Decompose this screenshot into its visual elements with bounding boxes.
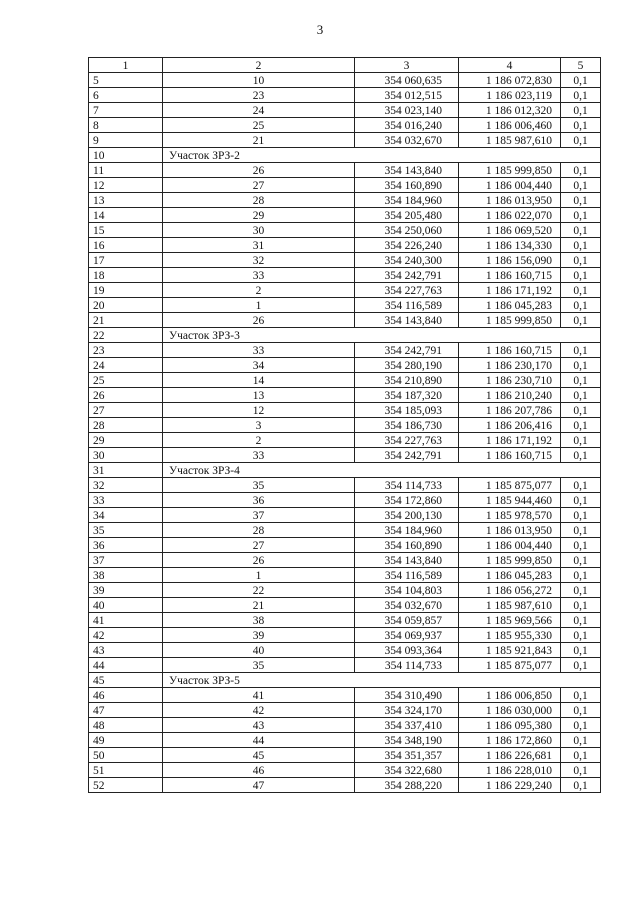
- point-number-cell: 29: [163, 208, 355, 223]
- x-coordinate-cell: 354 280,190: [355, 358, 459, 373]
- x-coordinate-cell: 354 242,791: [355, 343, 459, 358]
- error-cell: 0,1: [561, 238, 601, 253]
- section-row: [89, 673, 601, 688]
- point-number-cell: 1: [163, 568, 355, 583]
- row-number-cell: 23: [89, 343, 163, 358]
- point-number-cell: 25: [163, 118, 355, 133]
- table-row: [89, 298, 601, 313]
- y-coordinate-cell: 1 185 999,850: [459, 553, 561, 568]
- table-row: [89, 418, 601, 433]
- error-cell: 0,1: [561, 88, 601, 103]
- x-coordinate-cell: 354 351,357: [355, 748, 459, 763]
- error-cell: 0,1: [561, 508, 601, 523]
- y-coordinate-cell: 1 185 875,077: [459, 478, 561, 493]
- x-coordinate-cell: 354 023,140: [355, 103, 459, 118]
- x-coordinate-cell: 354 116,589: [355, 568, 459, 583]
- row-number-cell: 34: [89, 508, 163, 523]
- table-row: [89, 613, 601, 628]
- point-number-cell: 21: [163, 598, 355, 613]
- error-cell: 0,1: [561, 343, 601, 358]
- error-cell: 0,1: [561, 583, 601, 598]
- table-row: [89, 703, 601, 718]
- y-coordinate-cell: 1 186 156,090: [459, 253, 561, 268]
- table-row: [89, 538, 601, 553]
- x-coordinate-cell: 354 226,240: [355, 238, 459, 253]
- y-coordinate-cell: 1 186 045,283: [459, 298, 561, 313]
- table-row: [89, 778, 601, 793]
- point-number-cell: 26: [163, 163, 355, 178]
- point-number-cell: 23: [163, 88, 355, 103]
- x-coordinate-cell: 354 143,840: [355, 553, 459, 568]
- row-number-cell: 27: [89, 403, 163, 418]
- x-coordinate-cell: 354 227,763: [355, 433, 459, 448]
- point-number-cell: 28: [163, 193, 355, 208]
- error-cell: 0,1: [561, 658, 601, 673]
- table-row: [89, 193, 601, 208]
- point-number-cell: 44: [163, 733, 355, 748]
- row-number-cell: 32: [89, 478, 163, 493]
- error-cell: 0,1: [561, 298, 601, 313]
- table-row: [89, 103, 601, 118]
- point-number-cell: 26: [163, 313, 355, 328]
- row-number-cell: 19: [89, 283, 163, 298]
- x-coordinate-cell: 354 250,060: [355, 223, 459, 238]
- error-cell: 0,1: [561, 433, 601, 448]
- x-coordinate-cell: 354 337,410: [355, 718, 459, 733]
- point-number-cell: 42: [163, 703, 355, 718]
- point-number-cell: 28: [163, 523, 355, 538]
- point-number-cell: 47: [163, 778, 355, 793]
- row-number-cell: 14: [89, 208, 163, 223]
- row-number-cell: 26: [89, 388, 163, 403]
- row-number-cell: 7: [89, 103, 163, 118]
- row-number-cell: 22: [89, 328, 163, 343]
- x-coordinate-cell: 354 227,763: [355, 283, 459, 298]
- point-number-cell: 38: [163, 613, 355, 628]
- point-number-cell: 30: [163, 223, 355, 238]
- row-number-cell: 16: [89, 238, 163, 253]
- error-cell: 0,1: [561, 313, 601, 328]
- point-number-cell: 33: [163, 268, 355, 283]
- table-row: [89, 253, 601, 268]
- y-coordinate-cell: 1 185 969,566: [459, 613, 561, 628]
- table-row: [89, 763, 601, 778]
- y-coordinate-cell: 1 186 022,070: [459, 208, 561, 223]
- x-coordinate-cell: 354 310,490: [355, 688, 459, 703]
- table-row: [89, 373, 601, 388]
- x-coordinate-cell: 354 288,220: [355, 778, 459, 793]
- x-coordinate-cell: 354 205,480: [355, 208, 459, 223]
- y-coordinate-cell: 1 185 987,610: [459, 133, 561, 148]
- y-coordinate-cell: 1 186 171,192: [459, 433, 561, 448]
- section-title-cell: Участок ЗРЗ-4: [163, 463, 601, 478]
- y-coordinate-cell: 1 186 013,950: [459, 523, 561, 538]
- header-cell: 1: [89, 58, 163, 73]
- error-cell: 0,1: [561, 358, 601, 373]
- y-coordinate-cell: 1 185 987,610: [459, 598, 561, 613]
- x-coordinate-cell: 354 240,300: [355, 253, 459, 268]
- point-number-cell: 14: [163, 373, 355, 388]
- error-cell: 0,1: [561, 733, 601, 748]
- point-number-cell: 13: [163, 388, 355, 403]
- error-cell: 0,1: [561, 763, 601, 778]
- y-coordinate-cell: 1 186 172,860: [459, 733, 561, 748]
- y-coordinate-cell: 1 186 207,786: [459, 403, 561, 418]
- x-coordinate-cell: 354 187,320: [355, 388, 459, 403]
- row-number-cell: 50: [89, 748, 163, 763]
- point-number-cell: 27: [163, 178, 355, 193]
- error-cell: 0,1: [561, 223, 601, 238]
- x-coordinate-cell: 354 348,190: [355, 733, 459, 748]
- point-number-cell: 10: [163, 73, 355, 88]
- y-coordinate-cell: 1 185 955,330: [459, 628, 561, 643]
- table-row: [89, 643, 601, 658]
- table-row: [89, 163, 601, 178]
- y-coordinate-cell: 1 186 006,850: [459, 688, 561, 703]
- x-coordinate-cell: 354 060,635: [355, 73, 459, 88]
- y-coordinate-cell: 1 185 944,460: [459, 493, 561, 508]
- x-coordinate-cell: 354 143,840: [355, 313, 459, 328]
- x-coordinate-cell: 354 185,093: [355, 403, 459, 418]
- row-number-cell: 47: [89, 703, 163, 718]
- row-number-cell: 45: [89, 673, 163, 688]
- header-cell: 5: [561, 58, 601, 73]
- row-number-cell: 6: [89, 88, 163, 103]
- point-number-cell: 3: [163, 418, 355, 433]
- error-cell: 0,1: [561, 553, 601, 568]
- x-coordinate-cell: 354 104,803: [355, 583, 459, 598]
- x-coordinate-cell: 354 032,670: [355, 598, 459, 613]
- point-number-cell: 27: [163, 538, 355, 553]
- x-coordinate-cell: 354 324,170: [355, 703, 459, 718]
- x-coordinate-cell: 354 069,937: [355, 628, 459, 643]
- y-coordinate-cell: 1 186 006,460: [459, 118, 561, 133]
- x-coordinate-cell: 354 160,890: [355, 538, 459, 553]
- table-row: [89, 343, 601, 358]
- table-row: [89, 88, 601, 103]
- x-coordinate-cell: 354 116,589: [355, 298, 459, 313]
- section-row: [89, 463, 601, 478]
- y-coordinate-cell: 1 186 230,710: [459, 373, 561, 388]
- error-cell: 0,1: [561, 118, 601, 133]
- row-number-cell: 43: [89, 643, 163, 658]
- y-coordinate-cell: 1 186 072,830: [459, 73, 561, 88]
- x-coordinate-cell: 354 160,890: [355, 178, 459, 193]
- x-coordinate-cell: 354 200,130: [355, 508, 459, 523]
- error-cell: 0,1: [561, 418, 601, 433]
- x-coordinate-cell: 354 322,680: [355, 763, 459, 778]
- y-coordinate-cell: 1 186 228,010: [459, 763, 561, 778]
- y-coordinate-cell: 1 186 171,192: [459, 283, 561, 298]
- table-row: [89, 568, 601, 583]
- table-row: [89, 583, 601, 598]
- table-body: [89, 58, 601, 793]
- table-row: [89, 733, 601, 748]
- point-number-cell: 33: [163, 448, 355, 463]
- error-cell: 0,1: [561, 703, 601, 718]
- point-number-cell: 32: [163, 253, 355, 268]
- error-cell: 0,1: [561, 208, 601, 223]
- error-cell: 0,1: [561, 178, 601, 193]
- x-coordinate-cell: 354 242,791: [355, 448, 459, 463]
- table-row: [89, 238, 601, 253]
- y-coordinate-cell: 1 186 004,440: [459, 538, 561, 553]
- table-row: [89, 73, 601, 88]
- point-number-cell: 36: [163, 493, 355, 508]
- y-coordinate-cell: 1 186 095,380: [459, 718, 561, 733]
- point-number-cell: 26: [163, 553, 355, 568]
- row-number-cell: 9: [89, 133, 163, 148]
- row-number-cell: 44: [89, 658, 163, 673]
- row-number-cell: 52: [89, 778, 163, 793]
- row-number-cell: 30: [89, 448, 163, 463]
- table-row: [89, 523, 601, 538]
- y-coordinate-cell: 1 186 012,320: [459, 103, 561, 118]
- y-coordinate-cell: 1 186 069,520: [459, 223, 561, 238]
- row-number-cell: 37: [89, 553, 163, 568]
- error-cell: 0,1: [561, 778, 601, 793]
- point-number-cell: 24: [163, 103, 355, 118]
- y-coordinate-cell: 1 186 030,000: [459, 703, 561, 718]
- page-number: 3: [316, 22, 324, 37]
- table-row: [89, 508, 601, 523]
- x-coordinate-cell: 354 186,730: [355, 418, 459, 433]
- x-coordinate-cell: 354 012,515: [355, 88, 459, 103]
- error-cell: 0,1: [561, 448, 601, 463]
- error-cell: 0,1: [561, 373, 601, 388]
- row-number-cell: 38: [89, 568, 163, 583]
- error-cell: 0,1: [561, 523, 601, 538]
- table-row: [89, 493, 601, 508]
- row-number-cell: 5: [89, 73, 163, 88]
- y-coordinate-cell: 1 186 230,170: [459, 358, 561, 373]
- error-cell: 0,1: [561, 613, 601, 628]
- point-number-cell: 2: [163, 433, 355, 448]
- row-number-cell: 42: [89, 628, 163, 643]
- point-number-cell: 12: [163, 403, 355, 418]
- error-cell: 0,1: [561, 253, 601, 268]
- x-coordinate-cell: 354 184,960: [355, 523, 459, 538]
- error-cell: 0,1: [561, 568, 601, 583]
- point-number-cell: 45: [163, 748, 355, 763]
- error-cell: 0,1: [561, 163, 601, 178]
- y-coordinate-cell: 1 185 921,843: [459, 643, 561, 658]
- error-cell: 0,1: [561, 103, 601, 118]
- row-number-cell: 35: [89, 523, 163, 538]
- table-row: [89, 283, 601, 298]
- error-cell: 0,1: [561, 493, 601, 508]
- point-number-cell: 37: [163, 508, 355, 523]
- header-cell: 2: [163, 58, 355, 73]
- section-title-cell: Участок ЗРЗ-3: [163, 328, 601, 343]
- y-coordinate-cell: 1 186 134,330: [459, 238, 561, 253]
- row-number-cell: 51: [89, 763, 163, 778]
- row-number-cell: 12: [89, 178, 163, 193]
- row-number-cell: 48: [89, 718, 163, 733]
- row-number-cell: 24: [89, 358, 163, 373]
- error-cell: 0,1: [561, 643, 601, 658]
- row-number-cell: 10: [89, 148, 163, 163]
- row-number-cell: 49: [89, 733, 163, 748]
- table-row: [89, 688, 601, 703]
- table-row: [89, 433, 601, 448]
- point-number-cell: 22: [163, 583, 355, 598]
- error-cell: 0,1: [561, 73, 601, 88]
- y-coordinate-cell: 1 186 023,119: [459, 88, 561, 103]
- table-row: [89, 478, 601, 493]
- point-number-cell: 31: [163, 238, 355, 253]
- section-title-cell: Участок ЗРЗ-5: [163, 673, 601, 688]
- x-coordinate-cell: 354 242,791: [355, 268, 459, 283]
- y-coordinate-cell: 1 186 160,715: [459, 448, 561, 463]
- row-number-cell: 28: [89, 418, 163, 433]
- y-coordinate-cell: 1 186 045,283: [459, 568, 561, 583]
- point-number-cell: 41: [163, 688, 355, 703]
- y-coordinate-cell: 1 186 210,240: [459, 388, 561, 403]
- row-number-cell: 17: [89, 253, 163, 268]
- row-number-cell: 13: [89, 193, 163, 208]
- y-coordinate-cell: 1 186 226,681: [459, 748, 561, 763]
- error-cell: 0,1: [561, 688, 601, 703]
- x-coordinate-cell: 354 210,890: [355, 373, 459, 388]
- error-cell: 0,1: [561, 193, 601, 208]
- x-coordinate-cell: 354 114,733: [355, 478, 459, 493]
- point-number-cell: 21: [163, 133, 355, 148]
- x-coordinate-cell: 354 172,860: [355, 493, 459, 508]
- table-row: [89, 658, 601, 673]
- table-row: [89, 598, 601, 613]
- x-coordinate-cell: 354 114,733: [355, 658, 459, 673]
- point-number-cell: 35: [163, 478, 355, 493]
- x-coordinate-cell: 354 093,364: [355, 643, 459, 658]
- table-row: [89, 313, 601, 328]
- y-coordinate-cell: 1 186 160,715: [459, 268, 561, 283]
- point-number-cell: 35: [163, 658, 355, 673]
- section-title-cell: Участок ЗРЗ-2: [163, 148, 601, 163]
- point-number-cell: 39: [163, 628, 355, 643]
- row-number-cell: 21: [89, 313, 163, 328]
- error-cell: 0,1: [561, 283, 601, 298]
- row-number-cell: 20: [89, 298, 163, 313]
- x-coordinate-cell: 354 059,857: [355, 613, 459, 628]
- point-number-cell: 46: [163, 763, 355, 778]
- table-row: [89, 448, 601, 463]
- table-row: [89, 223, 601, 238]
- table-row: [89, 628, 601, 643]
- table-row: [89, 268, 601, 283]
- row-number-cell: 25: [89, 373, 163, 388]
- error-cell: 0,1: [561, 133, 601, 148]
- coordinates-table: [88, 57, 601, 793]
- x-coordinate-cell: 354 184,960: [355, 193, 459, 208]
- point-number-cell: 1: [163, 298, 355, 313]
- row-number-cell: 33: [89, 493, 163, 508]
- table-row: [89, 358, 601, 373]
- table-row: [89, 388, 601, 403]
- row-number-cell: 40: [89, 598, 163, 613]
- table-row: [89, 208, 601, 223]
- y-coordinate-cell: 1 186 229,240: [459, 778, 561, 793]
- table-row: [89, 118, 601, 133]
- row-number-cell: 15: [89, 223, 163, 238]
- section-row: [89, 148, 601, 163]
- error-cell: 0,1: [561, 478, 601, 493]
- y-coordinate-cell: 1 186 013,950: [459, 193, 561, 208]
- table-row: [89, 403, 601, 418]
- row-number-cell: 31: [89, 463, 163, 478]
- y-coordinate-cell: 1 185 978,570: [459, 508, 561, 523]
- y-coordinate-cell: 1 185 875,077: [459, 658, 561, 673]
- table-row: [89, 553, 601, 568]
- error-cell: 0,1: [561, 403, 601, 418]
- error-cell: 0,1: [561, 538, 601, 553]
- row-number-cell: 39: [89, 583, 163, 598]
- point-number-cell: 2: [163, 283, 355, 298]
- y-coordinate-cell: 1 186 056,272: [459, 583, 561, 598]
- row-number-cell: 41: [89, 613, 163, 628]
- y-coordinate-cell: 1 185 999,850: [459, 313, 561, 328]
- table-row: [89, 178, 601, 193]
- point-number-cell: 40: [163, 643, 355, 658]
- row-number-cell: 18: [89, 268, 163, 283]
- row-number-cell: 8: [89, 118, 163, 133]
- table-row: [89, 748, 601, 763]
- header-row: [89, 58, 601, 73]
- table-row: [89, 133, 601, 148]
- row-number-cell: 36: [89, 538, 163, 553]
- y-coordinate-cell: 1 186 160,715: [459, 343, 561, 358]
- error-cell: 0,1: [561, 628, 601, 643]
- header-cell: 4: [459, 58, 561, 73]
- point-number-cell: 43: [163, 718, 355, 733]
- header-cell: 3: [355, 58, 459, 73]
- x-coordinate-cell: 354 032,670: [355, 133, 459, 148]
- point-number-cell: 33: [163, 343, 355, 358]
- x-coordinate-cell: 354 016,240: [355, 118, 459, 133]
- table-row: [89, 718, 601, 733]
- error-cell: 0,1: [561, 598, 601, 613]
- error-cell: 0,1: [561, 748, 601, 763]
- error-cell: 0,1: [561, 268, 601, 283]
- y-coordinate-cell: 1 186 004,440: [459, 178, 561, 193]
- point-number-cell: 34: [163, 358, 355, 373]
- error-cell: 0,1: [561, 388, 601, 403]
- row-number-cell: 46: [89, 688, 163, 703]
- row-number-cell: 11: [89, 163, 163, 178]
- y-coordinate-cell: 1 186 206,416: [459, 418, 561, 433]
- section-row: [89, 328, 601, 343]
- row-number-cell: 29: [89, 433, 163, 448]
- y-coordinate-cell: 1 185 999,850: [459, 163, 561, 178]
- x-coordinate-cell: 354 143,840: [355, 163, 459, 178]
- error-cell: 0,1: [561, 718, 601, 733]
